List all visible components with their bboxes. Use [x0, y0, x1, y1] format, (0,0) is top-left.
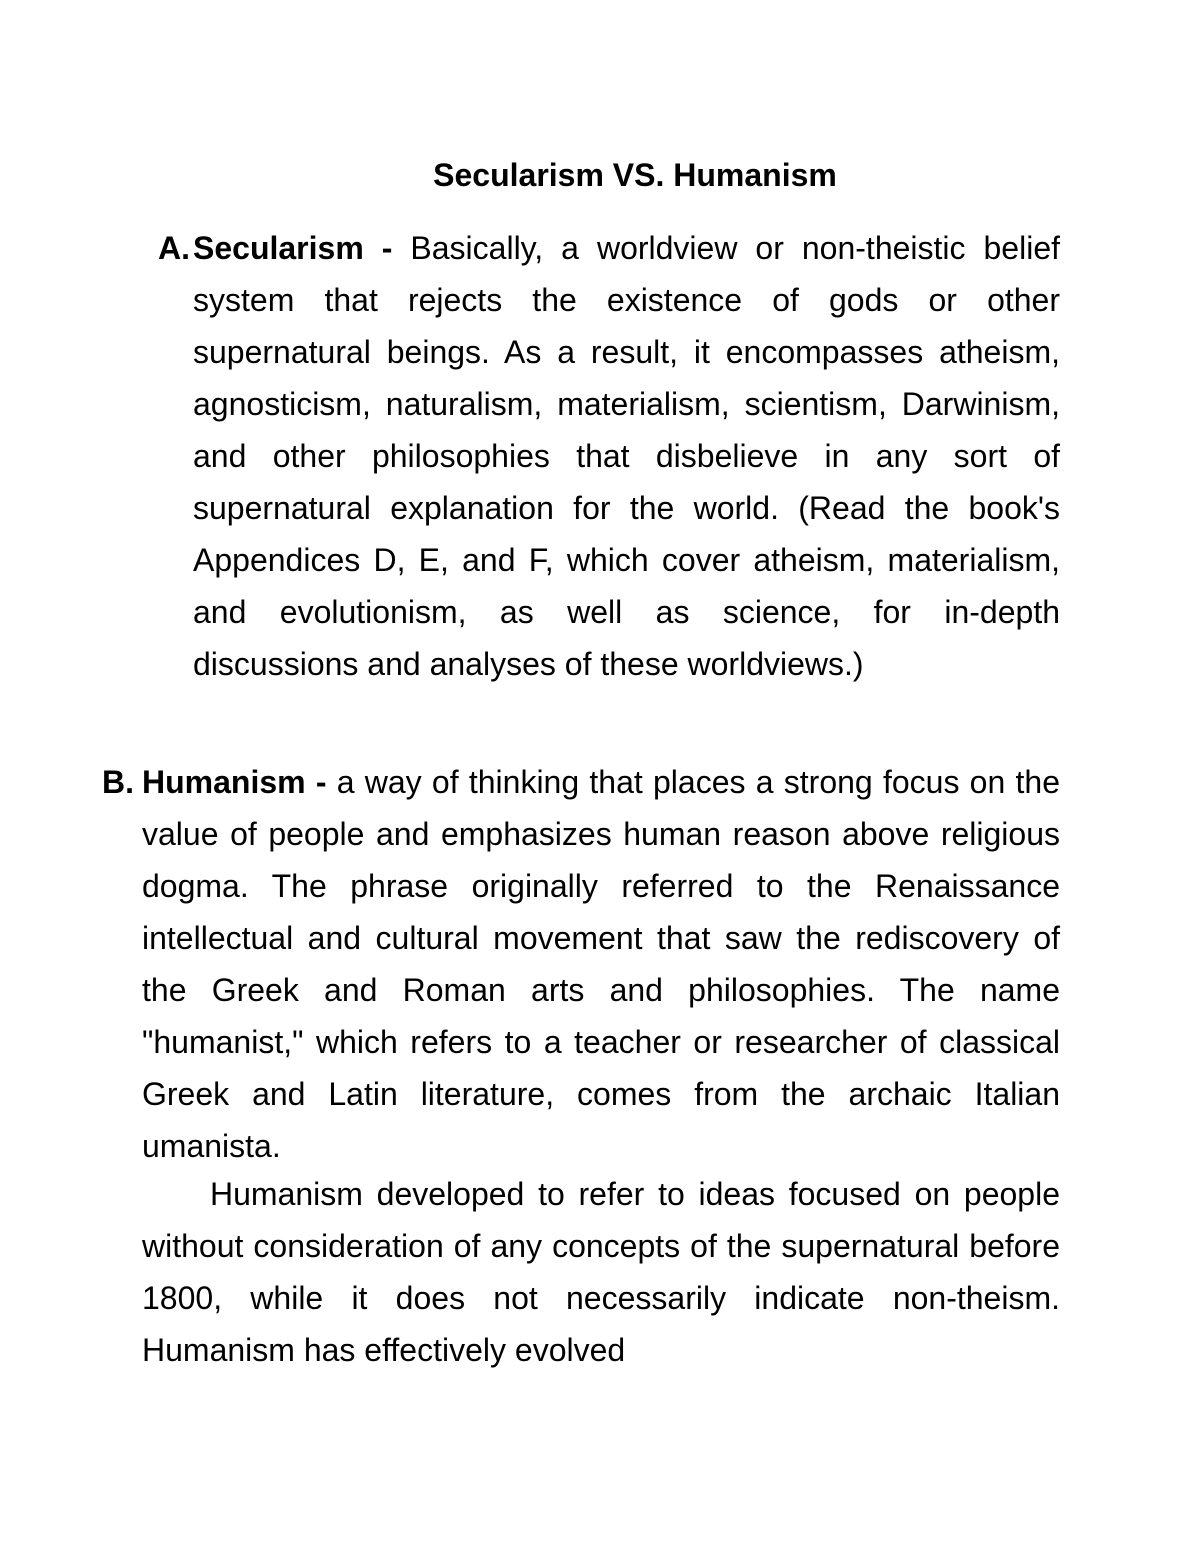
term-label: Humanism	[142, 764, 306, 800]
definition-text: Basically, a worldview or non-theistic belief system that rejects the existence of gods or other supernatural beings. As a result, it encompasses atheism, agnosticism, naturalism, materialism, scientism, Darwinism, and other philosophies that disbelieve in any sort of supernatural explanation for the world. (Read the book's Appendices D, E, and F, which cover atheism, materialism, and evolutionism, as well as science, for in-depth discussions and analyses of these worldviews.)	[193, 230, 1061, 682]
list-marker: A.	[158, 230, 190, 266]
term-separator: -	[305, 764, 337, 800]
document-title: Secularism VS. Humanism	[433, 157, 837, 193]
body-paragraph: Humanism developed to refer to ideas focused on people without consideration of any concepts of the supernatural before 1800, while it does not necessarily indicate non-theism. Humanism has effectively evolved	[142, 1176, 1060, 1368]
list-item-secularism	[158, 222, 1061, 690]
term-secularism	[193, 230, 410, 266]
list-item-humanism	[102, 756, 1061, 1172]
term-separator: -	[363, 230, 411, 266]
term-label: Secularism	[193, 230, 364, 266]
definition-text: a way of thinking that places a strong focus on the value of people and emphasizes human reason above religious dogma. The phrase originally referred to the Renaissance intellectual and cultural movement that saw the rediscovery of the Greek and Roman arts and philosophies. The name "humanist," which refers to a teacher or researcher of classical Greek and Latin literature, comes from the archaic Italian umanista.	[142, 764, 1061, 1164]
list-marker: B.	[102, 764, 134, 800]
term-humanism	[142, 764, 337, 800]
